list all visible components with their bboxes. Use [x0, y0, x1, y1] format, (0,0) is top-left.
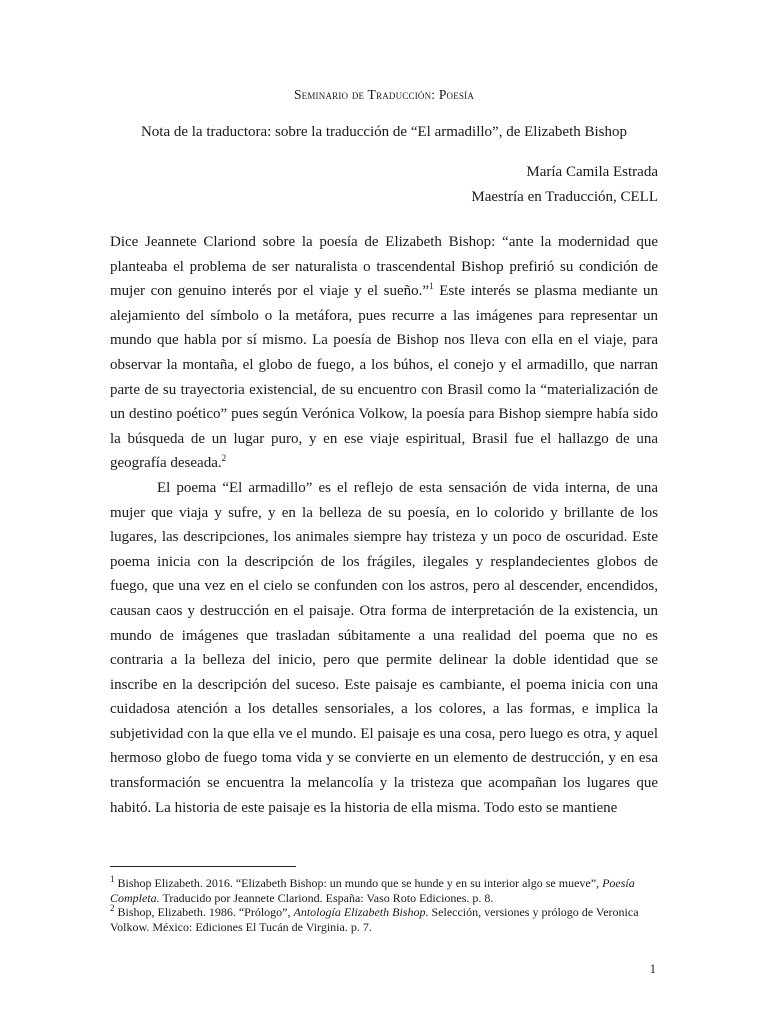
- paragraph-1-part-b: Este interés se plasma mediante un alejamiento del símbolo o la metáfora, pues recurre a las imágenes para representar un mundo que habla por sí mismo. La poesía de Bishop nos lleva con ella en el viaje, para observar la montaña, el globo de fuego, a los búhos, el conejo y el armadillo, que narran parte de su trayectoria existencial, de su encuentro con Brasil como la “materialización de un destino poético” pues según Verónica Volkow, la poesía para Bishop siempre había sido la búsqueda de un lugar puro, y en ese viaje espiritual, Brasil fue el hallazgo de una geografía deseada.: [110, 283, 658, 472]
- footnote-2-text-a: Bishop, Elizabeth. 1986. “Prólogo”,: [114, 905, 294, 919]
- footnote-2-title: Antología Elizabeth Bishop.: [293, 905, 429, 919]
- document-title: Seminario de Traducción: Poesía: [293, 87, 475, 102]
- footnote-ref-1: 1: [429, 281, 434, 292]
- paragraph-1-part-a: Dice Jeannete Clariond sobre la poesía de Elizabeth Bishop: “ante la modernidad que planteaba el problema de ser naturalista o trascendental Bishop prefirió su condición de mujer con genuino interés por el viaje y el sueño.”: [110, 234, 658, 300]
- document-subtitle: Nota de la traductora: sobre la traducción de “El armadillo”, de Elizabeth Bishop: [140, 124, 628, 140]
- author-affiliation: Maestría en Traducción, CELL: [471, 189, 658, 205]
- footnote-2-number: 2: [110, 903, 115, 913]
- paragraph-2: El poema “El armadillo” es el reflejo de esta sensación de vida interna, de una mujer que viaja y sufre, y en la belleza de su poesía, en lo colorido y brillante de los lugares, las descripciones, los animales siempre hay tristeza y un poco de oscuridad. Este poema inicia con la descripción de los frágiles, ilegales y resplandecientes globos de fuego, que una vez en el cielo se confunden con los astros, pero al descender, encendidos, causan caos y destrucción en el paisaje. Otra forma de interpretación de la existencia, un mundo de imágenes que trasladan súbitamente a una realidad del poema que no es contraria a la belleza del inicio, pero que permite delinear la doble identidad que se inscribe en la descripción del suceso. Este paisaje es cambiante, el poema inicia con una cuidadosa atención a los detalles sensoriales, a los colores, a las formas, e implica la subjetividad con la que ella ve el mundo. El paisaje es una cosa, pero luego es otra, y aquel hermoso globo de fuego toma vida y se convierte en un elemento de destrucción, y en esa transformación se encuentra la melancolía y la tristeza que acompañan los lugares que habitó. La historia de este paisaje es la historia de ella misma. Todo esto se mantiene: [110, 479, 658, 816]
- footnote-1-text-b: Traducido por Jeannete Clariond. España: Vaso Roto Ediciones. p. 8.: [159, 890, 494, 905]
- author-name: María Camila Estrada: [526, 164, 658, 180]
- footnote-1-title: Poesía Completa.: [110, 876, 635, 905]
- footnotes: [110, 876, 658, 934]
- footnote-divider: [110, 866, 296, 867]
- footnote-2-text-b: Selección, versiones y prólogo de Veronica Volkow. México: Ediciones El Tucán de Virginia. p. 7.: [110, 905, 639, 934]
- footnote-1-number: 1: [110, 874, 115, 884]
- page-number: 1: [649, 962, 656, 976]
- footnote-1-text-a: Bishop Elizabeth. 2016. “Elizabeth Bishop: un mundo que se hunde y en su interior algo se mueve”,: [114, 876, 603, 890]
- footnote-ref-2: 2: [221, 453, 227, 464]
- footnote-2: [110, 905, 658, 934]
- body-text: [110, 230, 658, 820]
- footnote-1: [110, 876, 658, 905]
- paragraph-1: [110, 230, 658, 476]
